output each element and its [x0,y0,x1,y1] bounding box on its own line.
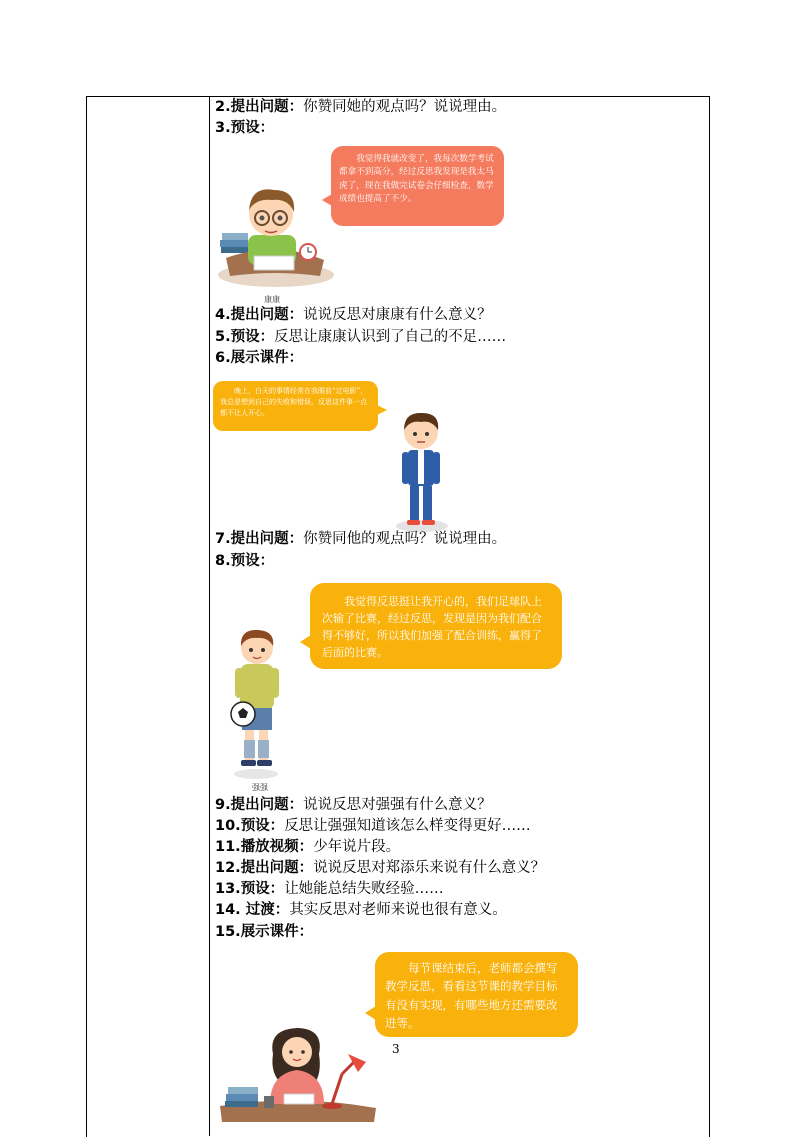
item-12: 12.提出问题：说说反思对郑添乐来说有什么意义？ [215,860,546,876]
teacher-speech-bubble: 每节课结束后，老师都会撰写教学反思，看看这节课的教学目标有没有实现，有哪些地方还需要改进等。 [375,952,578,1037]
qiangqiang-caption: 强强 [252,783,268,792]
item-2: 2.提出问题：你赞同她的观点吗？说说理由。 [215,99,507,115]
standing-boy-illustration [392,410,452,532]
item-4: 4.提出问题：说说反思对康康有什么意义？ [215,307,492,323]
kangkang-illustration [216,180,331,290]
kangkang-caption: 康康 [264,295,280,304]
evening-speech-bubble: 晚上，白天的事情经常在我眼前“过电影”，我总是想到自己的失败和错误，反思这件事一点都不让人开心。 [213,381,378,431]
item-6: 6.展示课件： [215,350,304,366]
item-13: 13.预设：让她能总结失败经验…… [215,881,444,897]
item-8: 8.预设： [215,553,275,569]
item-3: 3.预设： [215,120,275,136]
page-number: 3 [392,1042,400,1056]
item-5: 5.预设：反思让康康认识到了自己的不足…… [215,329,507,345]
item-14: 14. 过渡：其实反思对老师来说也很有意义。 [215,902,507,918]
teacher-illustration [218,1024,378,1122]
qiangqiang-speech-bubble: 我觉得反思挺让我开心的，我们足球队上次输了比赛，经过反思，发现是因为我们配合得不够好，所以我们加强了配合训练，赢得了后面的比赛。 [310,583,562,669]
item-7: 7.提出问题：你赞同他的观点吗？说说理由。 [215,531,507,547]
item-15: 15.展示课件： [215,924,314,940]
qiangqiang-illustration [226,628,286,780]
item-10: 10.预设：反思让强强知道该怎么样变得更好…… [215,818,531,834]
item-9: 9.提出问题：说说反思对强强有什么意义？ [215,797,492,813]
item-11: 11.播放视频：少年说片段。 [215,839,401,855]
column-divider [209,96,210,1136]
kangkang-speech-bubble: 我觉得我就改变了，我每次数学考试都拿不到高分，经过反思我发现是我太马虎了，现在我做完试卷会仔细检查，数学成绩也提高了不少。 [331,146,504,226]
